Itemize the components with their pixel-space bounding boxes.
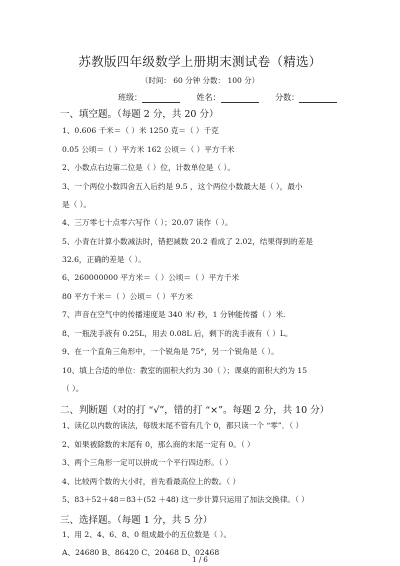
question-line: 1、用 2、4、6、8、0 组成最小的五位数是（ ）。 [62, 530, 232, 539]
question-line: 1、读亿以内数的读法，每级末尾不管有几个 0，都只读一个 “零”．（ ） [62, 421, 304, 430]
question-line: 4、三万零七十点零六写作（ ）；20.07 读作（ ）。 [62, 218, 233, 227]
question-line: 10、填上合适的单位：教室的面积大约为 30（ ）；课桌的面积大约为 15 [62, 366, 308, 375]
score-label: 分数： [275, 93, 300, 102]
question-line: 8、一瓶洗手液有 0.25L，用去 0.08L 后，剩下的洗手液有（ ）L。 [62, 329, 293, 338]
question-line: 3、一个两位小数四舍五入后约是 9.5 ，这个两位小数最大是（ ），最小 [62, 182, 303, 191]
score-field[interactable] [299, 94, 337, 103]
question-line: 7、声音在空气中的传播速度是 340 米/ 秒，1 分钟能传播（ ）米. [62, 310, 286, 319]
question-line: 80 平方千米＝（ ）公顷＝（ ）平方米 [62, 292, 193, 301]
section-3-heading: 三、选择题。（每题 1 分，共 5 分） [60, 515, 213, 526]
question-line: 6、260000000 平方米＝（ ）公顷＝（ ）平方千米 [62, 273, 240, 282]
question-line: 是（ ）。 [62, 200, 91, 209]
question-line: 32.6，正确的差是（ ）。 [62, 255, 146, 264]
question-line: 5、小青在计算小数减法时，错把减数 20.2 看成了 2.02，结果得到的差是 [62, 237, 313, 246]
answer-options: A、24680 B、86420 C、20468 D、02468 [62, 548, 220, 557]
page-title: 苏教版四年级数学上册期末测试卷（精选） [78, 54, 322, 69]
exam-time-score: （时间： 60 分钟 分数： 100 分） [140, 76, 260, 85]
question-line: 1、0.606 千米＝（ ）米 1250 克＝（ ）千克 [62, 126, 219, 135]
class-field[interactable] [142, 94, 180, 103]
question-line: （ ）。 [62, 384, 84, 393]
name-label: 姓名： [196, 93, 221, 102]
page-number: 1 / 6 [192, 556, 208, 564]
section-1-heading: 一、填空题。（每题 2 分，共 20 分） [60, 109, 219, 120]
name-field[interactable] [221, 94, 259, 103]
question-line: 9、在一个直角三角形中，一个锐角是 75°，另一个锐角是（ ）。 [62, 347, 279, 356]
section-2-heading: 二、判断题（对的打 “√”，错的打 “×”。每题 2 分，共 10 分） [60, 405, 330, 416]
question-line: 2、如果被除数的末尾有 0，那么商的末尾一定有 0。（ ） [62, 440, 255, 449]
question-line: 5、83＋52＋48＝83＋(52 ＋48) 这一步计算只运用了加法交换律。（ ） [62, 495, 309, 504]
question-line: 0.05 公顷＝（ ）平方米 162 公顷＝（ ）平方千米 [62, 145, 235, 154]
question-line: 3、两个三角形一定可以拼成一个平行四边形。（ ） [62, 458, 233, 467]
question-line: 2、小数点右边第二位是（ ）位，计数单位是（ ）。 [62, 163, 235, 172]
student-info-row [118, 92, 378, 103]
question-line: 4、比较两个数的大小时，首先看最高位上的数。（ ） [62, 477, 241, 486]
class-label: 班级： [118, 93, 142, 102]
